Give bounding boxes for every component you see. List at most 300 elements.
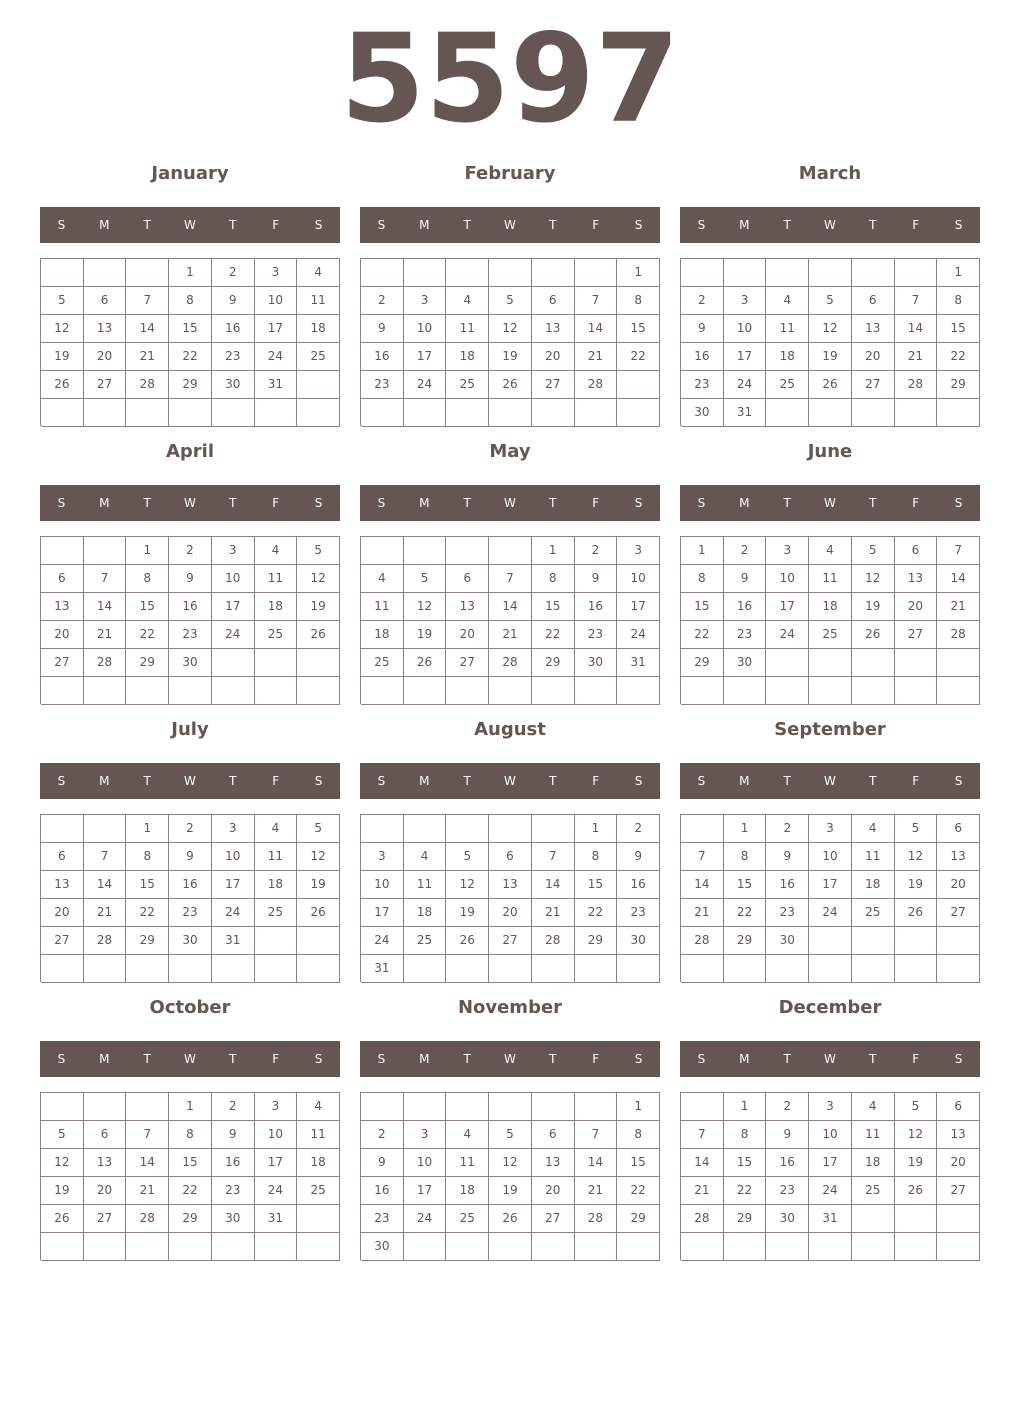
day-cell: 2 [766,815,809,843]
day-cell [681,1233,724,1261]
weekday-label: F [592,1052,600,1066]
day-cell: 27 [852,371,895,399]
day-cell [404,1093,447,1121]
day-cell: 4 [255,537,298,565]
day-cell: 19 [895,871,938,899]
day-cell: 5 [489,287,532,315]
day-cell [255,677,298,705]
day-cell: 28 [126,371,169,399]
day-cell: 14 [126,1149,169,1177]
day-cell: 30 [617,927,660,955]
day-cell: 24 [766,621,809,649]
month-june [680,430,980,708]
weekday-label: F [912,496,920,510]
day-cell: 25 [852,899,895,927]
day-cell: 9 [169,565,212,593]
month-name: November [457,997,563,1018]
day-cell: 30 [766,927,809,955]
weekday-header [360,485,660,521]
day-cell: 9 [169,843,212,871]
day-cell: 12 [446,871,489,899]
weekday-label: T [783,774,791,788]
day-cell: 28 [489,649,532,677]
day-cell [84,537,127,565]
day-cell [41,955,84,983]
day-cell: 5 [489,1121,532,1149]
weekday-label: S [314,496,323,510]
weekday-header [40,485,340,521]
day-cell: 16 [575,593,618,621]
weekday-label: W [184,218,196,232]
day-cell: 6 [41,843,84,871]
day-cell: 11 [766,315,809,343]
day-cell: 12 [41,315,84,343]
day-cell: 10 [809,1121,852,1149]
day-cell: 20 [852,343,895,371]
day-cell [895,927,938,955]
day-cell: 10 [404,315,447,343]
month-december [680,986,980,1264]
month-august [360,708,660,986]
weekday-label: W [824,496,836,510]
day-cell [446,259,489,287]
day-cell: 10 [724,315,767,343]
day-cell: 1 [617,259,660,287]
day-cell: 8 [126,843,169,871]
day-cell: 22 [169,343,212,371]
day-cell: 24 [255,343,298,371]
day-cell: 11 [297,287,340,315]
day-cell: 28 [681,1205,724,1233]
day-cell: 22 [532,621,575,649]
day-cell: 19 [489,343,532,371]
day-cell [169,399,212,427]
weekday-label: M [419,1052,430,1066]
weekday-label: T [143,774,151,788]
day-cell [126,1233,169,1261]
day-cell: 30 [575,649,618,677]
day-cell: 29 [169,371,212,399]
day-cell [766,259,809,287]
day-cell: 4 [446,287,489,315]
day-cell: 1 [169,259,212,287]
day-cell: 15 [937,315,980,343]
day-cell: 7 [84,843,127,871]
day-cell: 1 [169,1093,212,1121]
day-cell [297,955,340,983]
day-cell: 9 [724,565,767,593]
weekday-label: S [954,218,963,232]
day-cell [84,1093,127,1121]
day-cell: 3 [404,287,447,315]
day-cell: 22 [126,899,169,927]
day-cell: 25 [297,343,340,371]
day-cell: 4 [766,287,809,315]
day-cell: 30 [169,649,212,677]
day-cell: 2 [361,287,404,315]
weekday-label: S [377,218,386,232]
day-cell [895,259,938,287]
day-cell: 29 [575,927,618,955]
day-cell [446,399,489,427]
day-cell [212,955,255,983]
day-cell [575,1093,618,1121]
day-cell: 6 [446,565,489,593]
day-cell: 14 [575,1149,618,1177]
day-cell [532,259,575,287]
day-cell: 3 [404,1121,447,1149]
day-cell: 16 [169,593,212,621]
day-cell: 4 [446,1121,489,1149]
weekday-label: F [912,774,920,788]
day-cell: 2 [361,1121,404,1149]
day-cell: 20 [84,343,127,371]
day-cell: 2 [575,537,618,565]
day-grid [40,536,340,704]
month-february [360,152,660,430]
day-cell [446,815,489,843]
day-cell: 13 [532,1149,575,1177]
day-cell: 23 [361,371,404,399]
day-cell [489,815,532,843]
day-cell: 18 [852,1149,895,1177]
day-cell: 28 [84,649,127,677]
day-cell [84,259,127,287]
day-cell: 30 [169,927,212,955]
day-cell: 19 [404,621,447,649]
day-cell: 28 [532,927,575,955]
weekday-label: T [463,496,471,510]
day-cell: 28 [575,371,618,399]
day-cell: 18 [255,593,298,621]
day-cell: 16 [617,871,660,899]
day-cell: 18 [404,899,447,927]
weekday-label: S [57,1052,66,1066]
day-cell [404,259,447,287]
weekday-label: T [783,1052,791,1066]
month-name: August [474,719,546,740]
weekday-label: M [739,774,750,788]
day-cell [41,677,84,705]
day-cell [575,399,618,427]
day-cell: 28 [84,927,127,955]
day-cell [766,399,809,427]
day-cell: 20 [895,593,938,621]
day-cell [532,677,575,705]
day-cell: 2 [212,259,255,287]
day-cell [255,1233,298,1261]
day-cell: 31 [255,371,298,399]
day-cell: 29 [126,649,169,677]
day-cell [84,677,127,705]
weekday-label: T [549,218,557,232]
day-cell: 31 [212,927,255,955]
day-cell: 26 [895,1177,938,1205]
weekday-label: S [697,1052,706,1066]
day-cell: 14 [126,315,169,343]
day-cell: 27 [489,927,532,955]
day-cell: 12 [41,1149,84,1177]
day-cell: 22 [126,621,169,649]
weekday-label: S [954,774,963,788]
weekday-label: T [463,1052,471,1066]
day-cell: 14 [532,871,575,899]
month-name: March [798,163,862,184]
day-cell: 16 [212,1149,255,1177]
day-cell [532,815,575,843]
day-cell: 26 [489,371,532,399]
day-cell [297,1205,340,1233]
day-cell: 19 [297,593,340,621]
day-cell: 29 [681,649,724,677]
month-name: April [165,441,215,462]
weekday-label: T [549,496,557,510]
day-cell: 11 [404,871,447,899]
day-cell: 17 [255,315,298,343]
day-cell: 11 [852,843,895,871]
weekday-label: S [954,1052,963,1066]
weekday-label: T [869,496,877,510]
day-cell [724,677,767,705]
day-cell: 6 [489,843,532,871]
day-cell: 13 [41,871,84,899]
day-cell: 15 [724,871,767,899]
day-cell: 23 [681,371,724,399]
day-cell: 17 [361,899,404,927]
weekday-label: F [912,218,920,232]
day-cell: 9 [681,315,724,343]
day-cell: 7 [937,537,980,565]
day-cell: 17 [212,871,255,899]
day-cell: 8 [617,1121,660,1149]
day-cell: 5 [297,815,340,843]
day-cell: 6 [41,565,84,593]
day-cell [361,1093,404,1121]
day-cell: 15 [617,1149,660,1177]
weekday-label: S [314,774,323,788]
day-cell: 1 [681,537,724,565]
day-grid [40,1092,340,1260]
day-cell: 16 [361,343,404,371]
day-cell: 5 [404,565,447,593]
day-cell: 17 [809,871,852,899]
day-cell: 18 [255,871,298,899]
day-cell: 15 [126,871,169,899]
day-cell: 6 [532,1121,575,1149]
day-cell: 3 [724,287,767,315]
weekday-label: T [229,1052,237,1066]
weekday-label: S [377,1052,386,1066]
weekday-label: T [869,218,877,232]
weekday-label: S [634,1052,643,1066]
day-cell: 24 [212,621,255,649]
day-cell [297,399,340,427]
day-cell: 6 [937,1093,980,1121]
day-cell: 18 [297,315,340,343]
day-cell [446,677,489,705]
day-cell [489,677,532,705]
day-cell: 15 [126,593,169,621]
day-cell: 9 [212,287,255,315]
day-grid [680,814,980,982]
weekday-label: F [592,218,600,232]
day-cell: 17 [404,343,447,371]
day-cell: 8 [532,565,575,593]
day-cell [895,1205,938,1233]
day-cell: 18 [809,593,852,621]
day-cell: 23 [724,621,767,649]
weekday-header [360,207,660,243]
day-cell: 11 [809,565,852,593]
day-cell: 21 [681,899,724,927]
day-cell [617,399,660,427]
day-cell [446,955,489,983]
day-cell: 28 [575,1205,618,1233]
day-grid [360,536,660,704]
weekday-label: M [739,496,750,510]
day-cell: 14 [84,593,127,621]
day-cell [681,259,724,287]
day-cell: 28 [126,1205,169,1233]
day-cell [937,677,980,705]
day-cell: 26 [852,621,895,649]
weekday-label: T [463,774,471,788]
day-cell: 26 [41,371,84,399]
day-cell: 25 [297,1177,340,1205]
day-cell: 16 [361,1177,404,1205]
day-cell: 17 [766,593,809,621]
weekday-label: S [634,496,643,510]
day-cell: 14 [489,593,532,621]
day-cell: 16 [681,343,724,371]
day-cell [809,927,852,955]
weekday-label: T [143,218,151,232]
day-cell: 14 [895,315,938,343]
day-cell: 13 [84,1149,127,1177]
weekday-label: W [184,1052,196,1066]
day-cell: 13 [446,593,489,621]
day-cell [617,1233,660,1261]
day-cell [255,399,298,427]
weekday-label: S [697,218,706,232]
day-cell: 12 [852,565,895,593]
weekday-label: T [783,218,791,232]
month-september [680,708,980,986]
day-grid [680,1092,980,1260]
day-cell [724,955,767,983]
day-cell: 5 [41,1121,84,1149]
day-cell: 30 [724,649,767,677]
day-cell: 9 [575,565,618,593]
day-cell [41,815,84,843]
day-cell: 8 [681,565,724,593]
day-cell: 5 [895,815,938,843]
day-cell [617,371,660,399]
day-cell: 24 [724,371,767,399]
day-cell [681,1093,724,1121]
weekday-label: T [229,774,237,788]
day-cell: 1 [126,537,169,565]
day-cell [937,649,980,677]
day-cell [852,259,895,287]
day-cell: 8 [724,1121,767,1149]
weekday-label: T [869,774,877,788]
day-cell: 7 [575,1121,618,1149]
day-cell: 29 [724,1205,767,1233]
day-cell [489,1233,532,1261]
day-cell: 8 [575,843,618,871]
day-cell: 20 [41,899,84,927]
day-cell: 28 [895,371,938,399]
day-cell: 20 [937,1149,980,1177]
day-cell: 4 [255,815,298,843]
day-cell [895,1233,938,1261]
day-cell: 19 [41,343,84,371]
weekday-label: S [377,496,386,510]
day-cell: 16 [766,871,809,899]
weekday-label: M [99,1052,110,1066]
day-cell: 8 [126,565,169,593]
day-cell [126,1093,169,1121]
day-cell: 10 [766,565,809,593]
day-cell: 3 [212,815,255,843]
day-cell: 8 [937,287,980,315]
day-cell: 25 [766,371,809,399]
day-cell: 27 [895,621,938,649]
day-cell: 1 [532,537,575,565]
day-cell [895,399,938,427]
weekday-label: T [549,1052,557,1066]
day-cell [446,537,489,565]
day-cell: 10 [404,1149,447,1177]
day-cell [937,955,980,983]
day-cell: 13 [41,593,84,621]
day-cell: 3 [809,815,852,843]
day-cell: 2 [681,287,724,315]
day-cell: 28 [681,927,724,955]
day-cell [297,927,340,955]
day-cell: 24 [809,899,852,927]
day-cell [809,955,852,983]
day-cell: 21 [126,343,169,371]
weekday-label: W [504,1052,516,1066]
day-cell: 26 [446,927,489,955]
day-cell: 18 [852,871,895,899]
day-cell: 1 [937,259,980,287]
day-cell: 5 [852,537,895,565]
month-name: December [778,997,882,1018]
day-cell: 31 [724,399,767,427]
day-cell: 15 [681,593,724,621]
day-cell: 27 [84,371,127,399]
day-grid [680,258,980,426]
day-cell [41,399,84,427]
weekday-header [680,1041,980,1077]
day-cell [404,1233,447,1261]
day-cell: 10 [255,1121,298,1149]
day-cell: 12 [809,315,852,343]
day-cell: 23 [575,621,618,649]
day-cell: 15 [617,315,660,343]
weekday-label: T [549,774,557,788]
day-cell: 22 [169,1177,212,1205]
day-cell [937,1205,980,1233]
day-cell: 14 [575,315,618,343]
day-cell [852,1233,895,1261]
month-name: October [149,997,231,1018]
day-cell: 3 [766,537,809,565]
day-cell: 1 [724,1093,767,1121]
